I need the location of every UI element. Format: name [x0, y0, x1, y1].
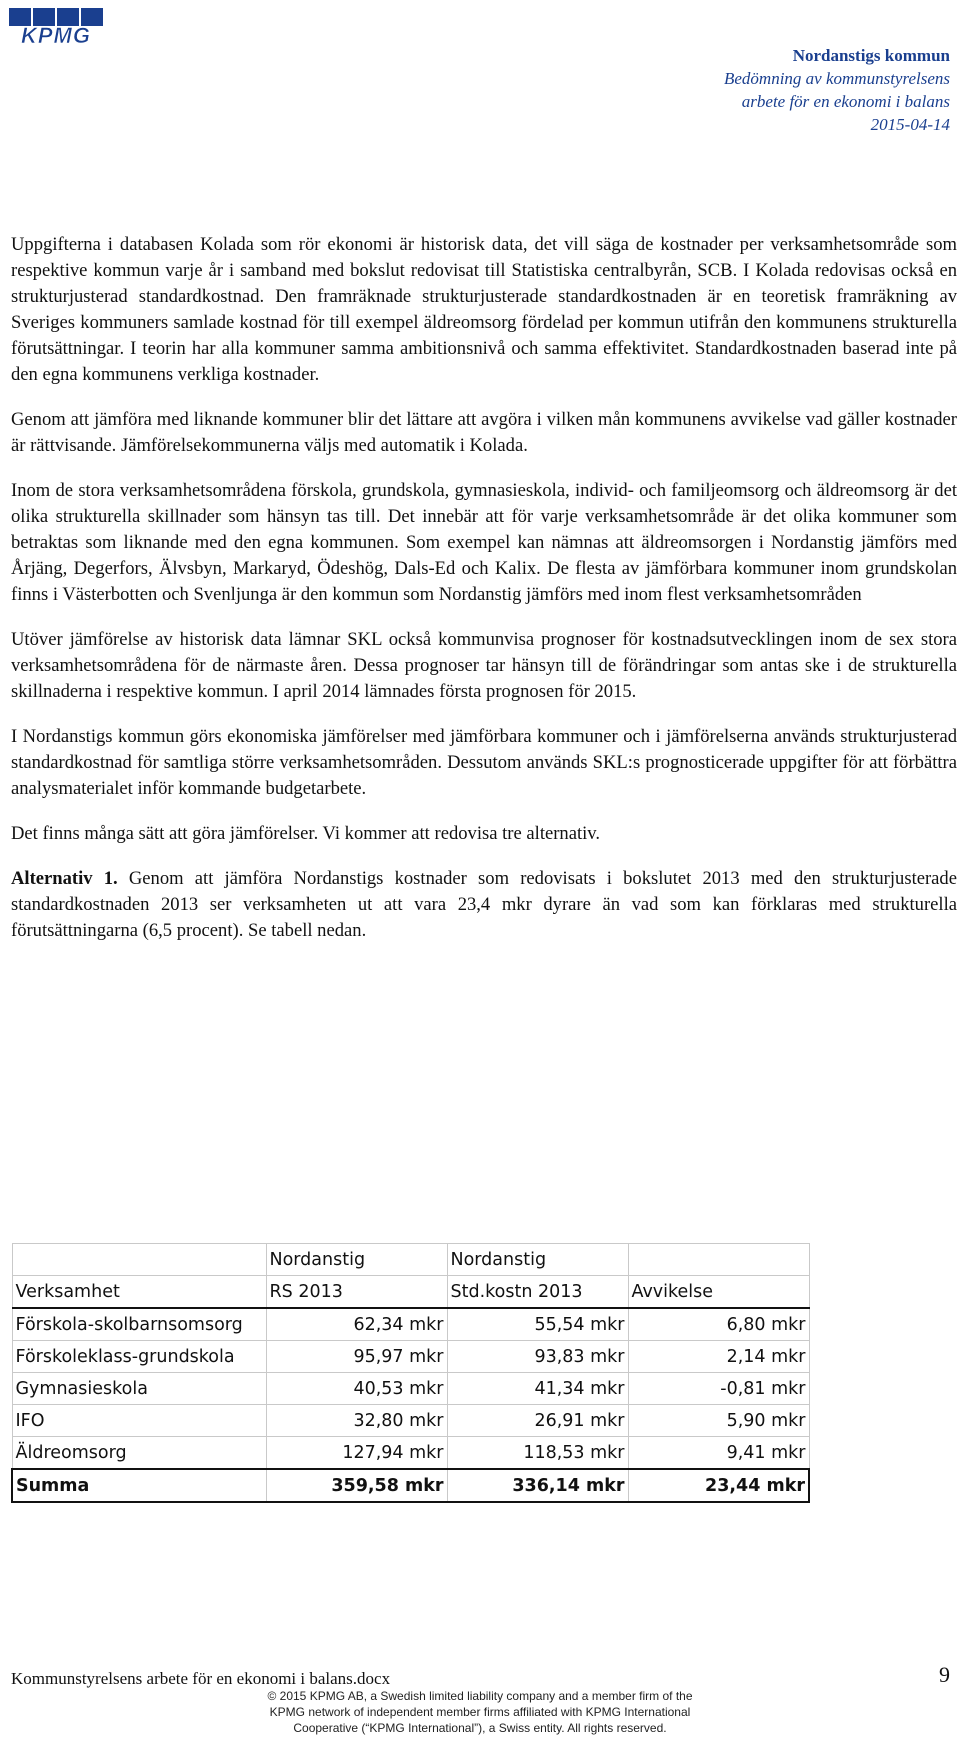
table-cell: 118,53 mkr	[447, 1437, 628, 1470]
table-cell: 127,94 mkr	[266, 1437, 447, 1470]
header-date: 2015-04-14	[870, 115, 950, 134]
table-cell: 95,97 mkr	[266, 1341, 447, 1373]
table-cell: 26,91 mkr	[447, 1405, 628, 1437]
page-number: 9	[939, 1662, 950, 1687]
paragraph: Utöver jämförelse av historisk data lämnar SKL också kommunvisa prognoser för kostnadsutvecklingen inom de sex stora verksamhetsområdena för de närmaste åren. Dessa prognoser tar hänsyn till de förändringar som antas ske i de strukturella skillnaderna i respektive kommun. I april 2014 lämnades första prognosen för 2015.	[11, 629, 957, 702]
table-cell: Förskola-skolbarnsomsorg	[12, 1308, 266, 1341]
paragraph-alternativ-1	[11, 866, 957, 944]
table-header-cell: Std.kostn 2013	[447, 1276, 628, 1309]
table-header-cell	[12, 1244, 266, 1276]
paragraph: Genom att jämföra med liknande kommuner blir det lättare att avgöra i vilken mån kommunens avvikelse vad gäller kostnader är rättvisande. Jämförelsekommunerna väljs med automatik i Kolada.	[11, 409, 957, 456]
document-header	[724, 44, 950, 136]
table-header-row	[12, 1244, 809, 1276]
table-cell: 5,90 mkr	[628, 1405, 809, 1437]
table-cell: 23,44 mkr	[628, 1469, 809, 1502]
copyright-line: KPMG network of independent member firms affiliated with KPMG International	[269, 1705, 691, 1719]
table-sum-row	[12, 1469, 809, 1502]
paragraph: Det finns många sätt att göra jämförelser. Vi kommer att redovisa tre alternativ.	[11, 823, 601, 844]
header-subtitle-line2: arbete för en ekonomi i balans	[741, 92, 950, 111]
table-row	[12, 1437, 809, 1470]
table-header-cell: Verksamhet	[12, 1276, 266, 1309]
table-header-cell: Nordanstig	[266, 1244, 447, 1276]
table-row	[12, 1373, 809, 1405]
table-cell: Summa	[12, 1469, 266, 1502]
table-cell: 9,41 mkr	[628, 1437, 809, 1470]
copyright-notice	[0, 1688, 960, 1736]
table-cell: Gymnasieskola	[12, 1373, 266, 1405]
table-cell: 6,80 mkr	[628, 1308, 809, 1341]
table-cell: 41,34 mkr	[447, 1373, 628, 1405]
table-header-cell	[628, 1244, 809, 1276]
paragraph: Uppgifterna i databasen Kolada som rör ekonomi är historisk data, det vill säga de kostnader per verksamhetsområde som respektive kommun varje år i samband med bokslut redovisat till Statistiska centralbyrån, SCB. I Kolada redovisas också en strukturjusterad standardkostnad. Den framräknade strukturjusterade standardkostnaden är en teoretisk framräkning av Sveriges kommuners samlade kostnad för till exempel äldreomsorg fördelad per kommun utifrån den kommunens strukturella förutsättningar. I teorin har alla kommuner samma ambitionsnivå och samma effektivitet. Standardkostnaden baserad inte på den egna kommunens verkliga kostnader.	[11, 234, 957, 385]
table-cell: IFO	[12, 1405, 266, 1437]
table-cell: 55,54 mkr	[447, 1308, 628, 1341]
table-header-cell: Avvikelse	[628, 1276, 809, 1309]
footer-filename: Kommunstyrelsens arbete för en ekonomi i balans.docx	[11, 1669, 391, 1688]
alternative-text: Genom att jämföra Nordanstigs kostnader som redovisats i bokslutet 2013 med den strukturjusterade standardkostnaden 2013 ser verksamheten ut att vara 23,4 mkr dyrare än vad som kan förklaras med strukturella förutsättningarna (6,5 procent). Se tabell nedan.	[11, 868, 957, 941]
table-cell: 32,80 mkr	[266, 1405, 447, 1437]
paragraph: Inom de stora verksamhetsområdena förskola, grundskola, gymnasieskola, individ- och familjeomsorg och äldreomsorg är det olika strukturella skillnader som hänsyn tas till. Det innebär att för varje verksamhetsområde är det olika kommuner som betraktas som liknande med den egna kommunen. Som exempel kan nämnas att äldreomsorgen i Nordanstig jämförs med Årjäng, Degerfors, Älvsbyn, Markaryd, Ödeshög, Dals-Ed och Kalix. De flesta av jämförbara kommuner inom grundskolan finns i Västerbotten och Svenljunga är den kommun som Nordanstig jämförs med inom flest verksamhetsområden	[11, 480, 957, 605]
cost-comparison-table	[11, 1243, 810, 1503]
table-header-cell: RS 2013	[266, 1276, 447, 1309]
svg-text:KPMG: KPMG	[21, 23, 91, 46]
table-row	[12, 1308, 809, 1341]
table-cell: Äldreomsorg	[12, 1437, 266, 1470]
table-cell: 2,14 mkr	[628, 1341, 809, 1373]
table-cell: Förskoleklass-grundskola	[12, 1341, 266, 1373]
table-row	[12, 1341, 809, 1373]
table-cell: 93,83 mkr	[447, 1341, 628, 1373]
body-text	[11, 232, 957, 963]
table-cell: 336,14 mkr	[447, 1469, 628, 1502]
copyright-line: Cooperative (“KPMG International”), a Swiss entity. All rights reserved.	[293, 1721, 667, 1735]
table-cell: 359,58 mkr	[266, 1469, 447, 1502]
header-subtitle-line1: Bedömning av kommunstyrelsens	[724, 69, 950, 88]
table-header-row	[12, 1276, 809, 1309]
table-cell: -0,81 mkr	[628, 1373, 809, 1405]
kpmg-logo	[7, 6, 105, 46]
copyright-line: © 2015 KPMG AB, a Swedish limited liability company and a member firm of the	[267, 1689, 693, 1703]
table-cell: 62,34 mkr	[266, 1308, 447, 1341]
paragraph: I Nordanstigs kommun görs ekonomiska jämförelser med jämförbara kommuner och i jämförelserna används strukturjusterad standardkostnad för samtliga större verksamhetsområden. Dessutom används SKL:s prognosticerade uppgifter för att förbättra analysmaterialet inför kommande budgetarbete.	[11, 726, 957, 799]
alternative-label: Alternativ 1.	[11, 868, 118, 889]
table-row	[12, 1405, 809, 1437]
header-title: Nordanstigs kommun	[792, 46, 950, 65]
table-cell: 40,53 mkr	[266, 1373, 447, 1405]
table-header-cell: Nordanstig	[447, 1244, 628, 1276]
